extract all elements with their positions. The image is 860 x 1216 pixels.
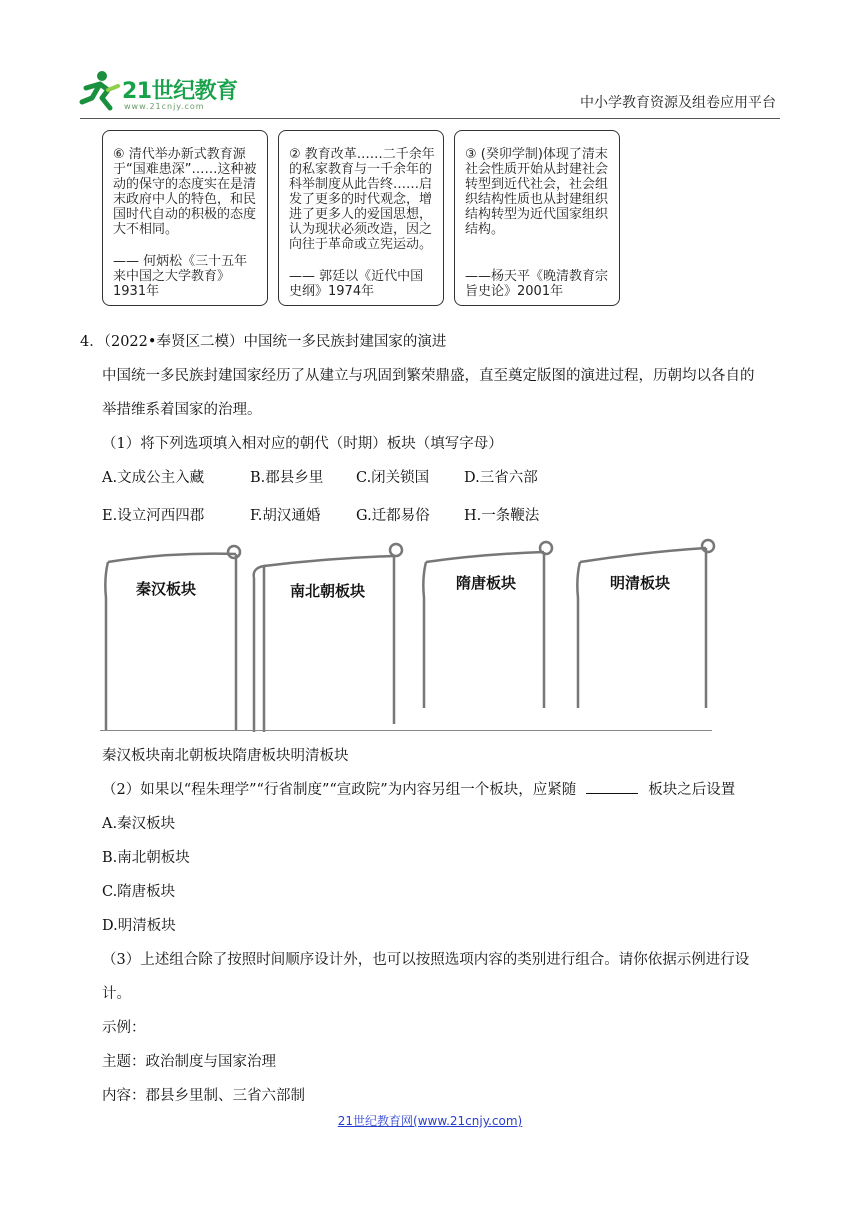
- option-a: A.文成公主入藏: [102, 470, 205, 486]
- scroll-icon: [420, 538, 554, 732]
- panel-label: 秦汉板块: [136, 580, 197, 598]
- part1-prompt: （1）将下列选项填入相对应的朝代（时期）板块（填写字母）: [102, 436, 503, 452]
- example-label: 示例：: [102, 1020, 146, 1036]
- example-content: 内容：郡县乡里制、三省六部制: [102, 1088, 305, 1104]
- platform-title: 中小学教育资源及组卷应用平台: [580, 95, 776, 111]
- intro-line-1: 中国统一多民族封建国家经历了从建立与巩固到繁荣鼎盛，直至奠定版图的演进过程，历朝均以各自的: [102, 368, 755, 384]
- quote-text: ③ (癸卯学制)体现了清末社会性质开始从封建社会转型到近代社会，社会组织结构性质也从封建组织结构转型为近代国家组织结构。: [465, 147, 609, 237]
- part3-line-2: 计。: [102, 986, 131, 1002]
- part3-line-1: （3）上述组合除了按照时间顺序设计外，也可以按照选项内容的类别进行组合。请你依据示例进行设: [102, 952, 750, 968]
- quote-source: —— 郭廷以《近代中国史纲》1974年: [289, 269, 424, 299]
- option-h: H.一条鞭法: [464, 508, 540, 524]
- dynasty-panels: [100, 538, 720, 732]
- panel-ming-qing: [574, 538, 720, 736]
- options-row-1: [102, 466, 538, 487]
- choice-a: A.秦汉板块: [102, 816, 176, 832]
- scroll-icon: [250, 538, 404, 732]
- option-d: D.三省六部: [464, 470, 538, 486]
- panel-qin-han: [100, 538, 246, 736]
- quote-card-1: [102, 130, 268, 306]
- choice-b: B.南北朝板块: [102, 850, 190, 866]
- quote-source: ——杨天平《晚清教育宗旨史论》2001年: [465, 269, 609, 299]
- intro-line-2: 举措维系着国家的治理。: [102, 402, 262, 418]
- panel-label: 隋唐板块: [456, 574, 517, 592]
- logo-url: www.21cnjy.com: [124, 102, 205, 111]
- scroll-icon: [100, 538, 246, 732]
- panel-nan-bei: [250, 538, 404, 736]
- question-heading: [80, 330, 446, 351]
- part2-text-before: （2）如果以“程朱理学”“行省制度”“宣政院”为内容另组一个板块，应紧随: [102, 782, 577, 798]
- option-b: B.郡县乡里: [250, 470, 324, 486]
- footer-link[interactable]: 21世纪教育网(www.21cnjy.com): [337, 1114, 523, 1128]
- panel-label: 南北朝板块: [290, 582, 366, 600]
- answer-blank[interactable]: [586, 781, 638, 794]
- quote-card-2: [278, 130, 444, 306]
- part2-text-after: 板块之后设置: [648, 782, 736, 798]
- question-number: 4．: [80, 334, 104, 350]
- choice-d: D.明清板块: [102, 918, 176, 934]
- quote-text: ⑥ 清代举办新式教育源于“国难患深”……这种被动的保守的态度实在是清末政府中人的特色，和民国时代自动的积极的态度大不相同。: [113, 147, 257, 237]
- example-topic: 主题：政治制度与国家治理: [102, 1054, 276, 1070]
- quote-card-3: [454, 130, 620, 306]
- part2-prompt: [102, 778, 735, 799]
- options-row-2: [102, 504, 539, 525]
- panel-label: 明清板块: [610, 574, 671, 592]
- panel-sui-tang: [420, 538, 554, 736]
- option-f: F.胡汉通婚: [250, 508, 321, 524]
- choice-c: C.隋唐板块: [102, 884, 176, 900]
- runner-logo-icon: [78, 68, 122, 114]
- option-e: E.设立河西四郡: [102, 508, 205, 524]
- quote-source: —— 何炳松《三十五年来中国之大学教育》1931年: [113, 254, 248, 299]
- scroll-icon: [574, 538, 720, 732]
- header-divider: [80, 118, 780, 119]
- panels-caption: 秦汉板块南北朝板块隋唐板块明清板块: [102, 748, 349, 764]
- option-c: C.闭关锁国: [356, 470, 430, 486]
- logo-text: 21世纪教育: [122, 79, 238, 104]
- panels-baseline: [100, 730, 712, 731]
- quote-text: ② 教育改革……二千余年的私家教育与一千余年的科举制度从此告终……启发了更多的时代观念，增进了更多人的爱国思想，认为现状必须改造，因之向往于革命或立宪运动。: [289, 147, 435, 252]
- option-g: G.迁都易俗: [356, 508, 430, 524]
- site-logo: [78, 68, 258, 114]
- question-title: （2022•奉贤区二模）中国统一多民族封建国家的演进: [103, 334, 447, 350]
